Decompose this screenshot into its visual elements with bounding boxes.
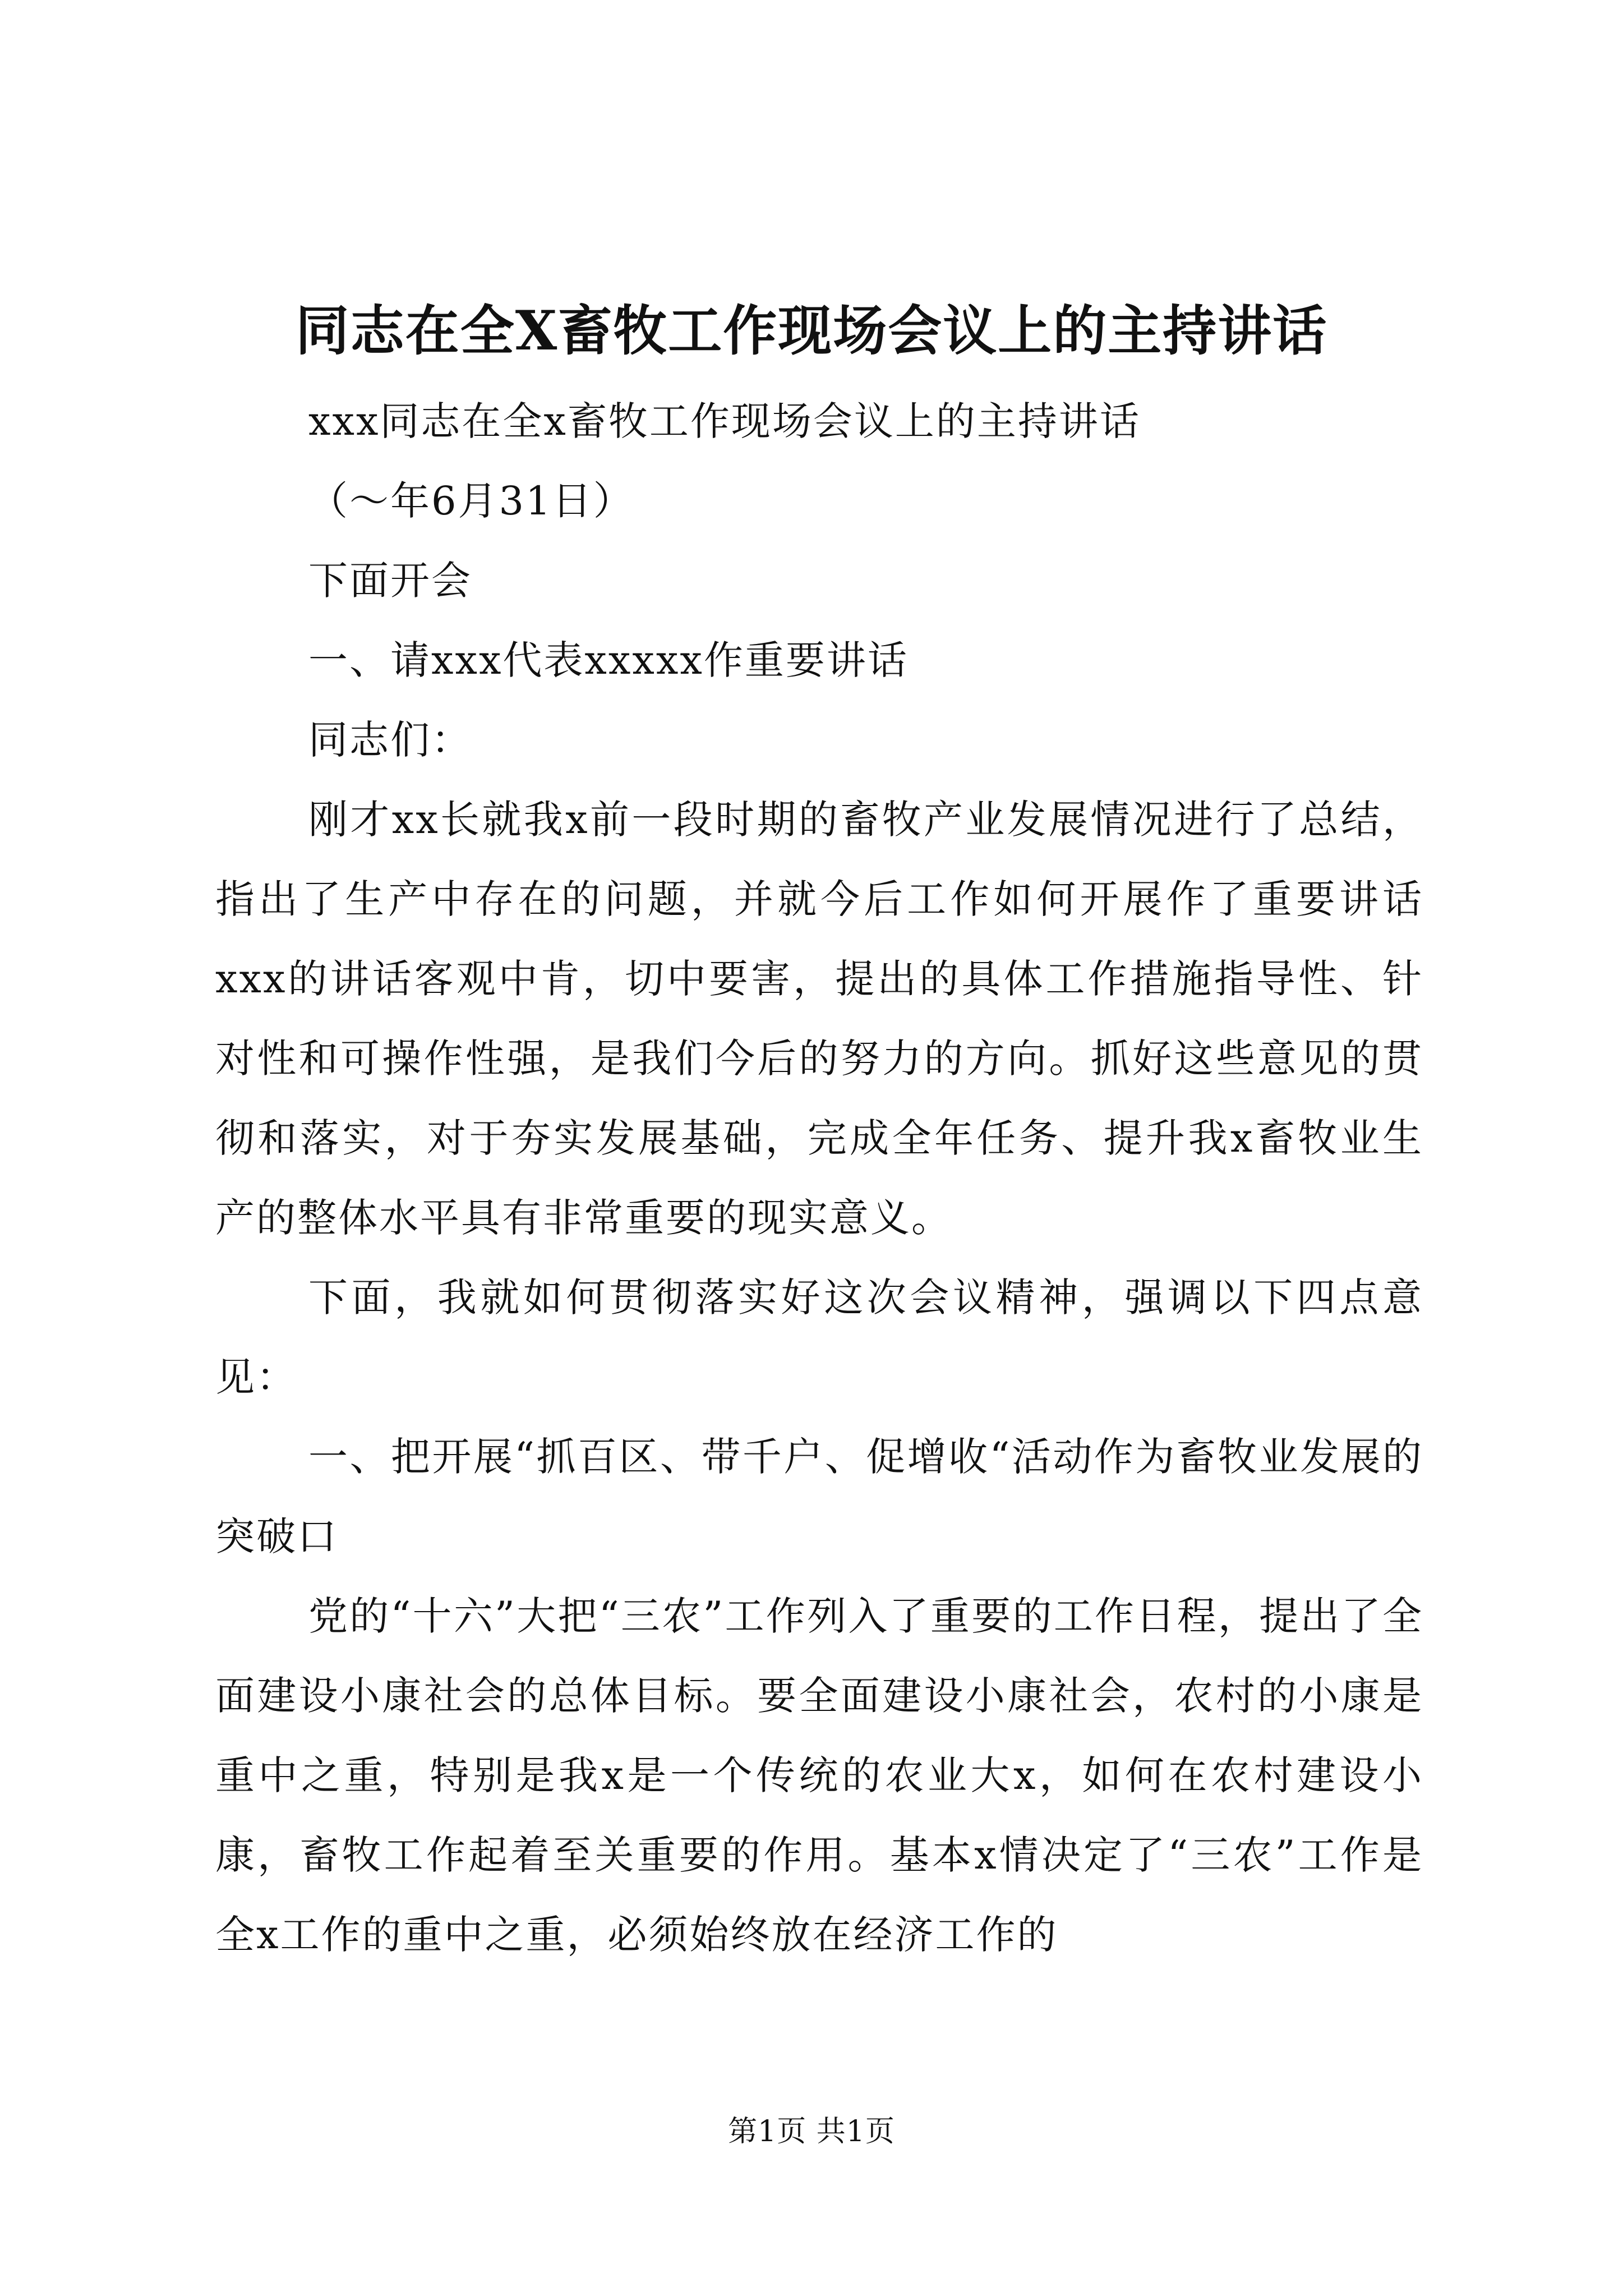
paragraph-date: （～年6月31日） (308, 478, 634, 524)
paragraph-intro-points: 下面，我就如何贯彻落实好这次会议精神，强调以下四点意见： (215, 1274, 1423, 1400)
paragraph-body: 党的“十六”大把“三农”工作列入了重要的工作日程，提出了全面建设小康社会的总体目标。要全面建设小康社会，农村的小康是重中之重，特别是我x是一个传统的农业大x，如何在农村建设小康，畜牧工作起着至关重要的作用。基本x情决定了“三农”工作是全x工作的重中之重，必须始终放在经济工作的 (215, 1593, 1423, 1958)
document-title: 同志在全X畜牧工作现场会议上的主持讲话 (295, 299, 1328, 362)
paragraph-summary: 刚才xx长就我x前一段时期的畜牧产业发展情况进行了总结，指出了生产中存在的问题，并就今后工作如何开展作了重要讲话xxx的讲话客观中肯，切中要害，提出的具体工作措施指导性、针对性和可操作性强，是我们今后的努力的方向。抓好这些意见的贯彻和落实，对于夯实发展基础，完成全年任务、提升我x畜牧业生产的整体水平具有非常重要的现实意义。 (215, 797, 1423, 1241)
document-body (215, 381, 1423, 1975)
page-footer: 第1页 共1页 (728, 2115, 895, 2148)
paragraph-item-one: 一、请xxx代表xxxxx作重要讲话 (308, 637, 909, 683)
paragraph-salutation: 同志们： (308, 717, 472, 763)
paragraph-opening: 下面开会 (308, 558, 472, 604)
paragraph-heading-one: 一、把开展“抓百区、带千户、促增收“活动作为畜牧业发展的突破口 (215, 1434, 1423, 1559)
paragraph-subtitle: xxx同志在全x畜牧工作现场会议上的主持讲话 (308, 398, 1141, 444)
